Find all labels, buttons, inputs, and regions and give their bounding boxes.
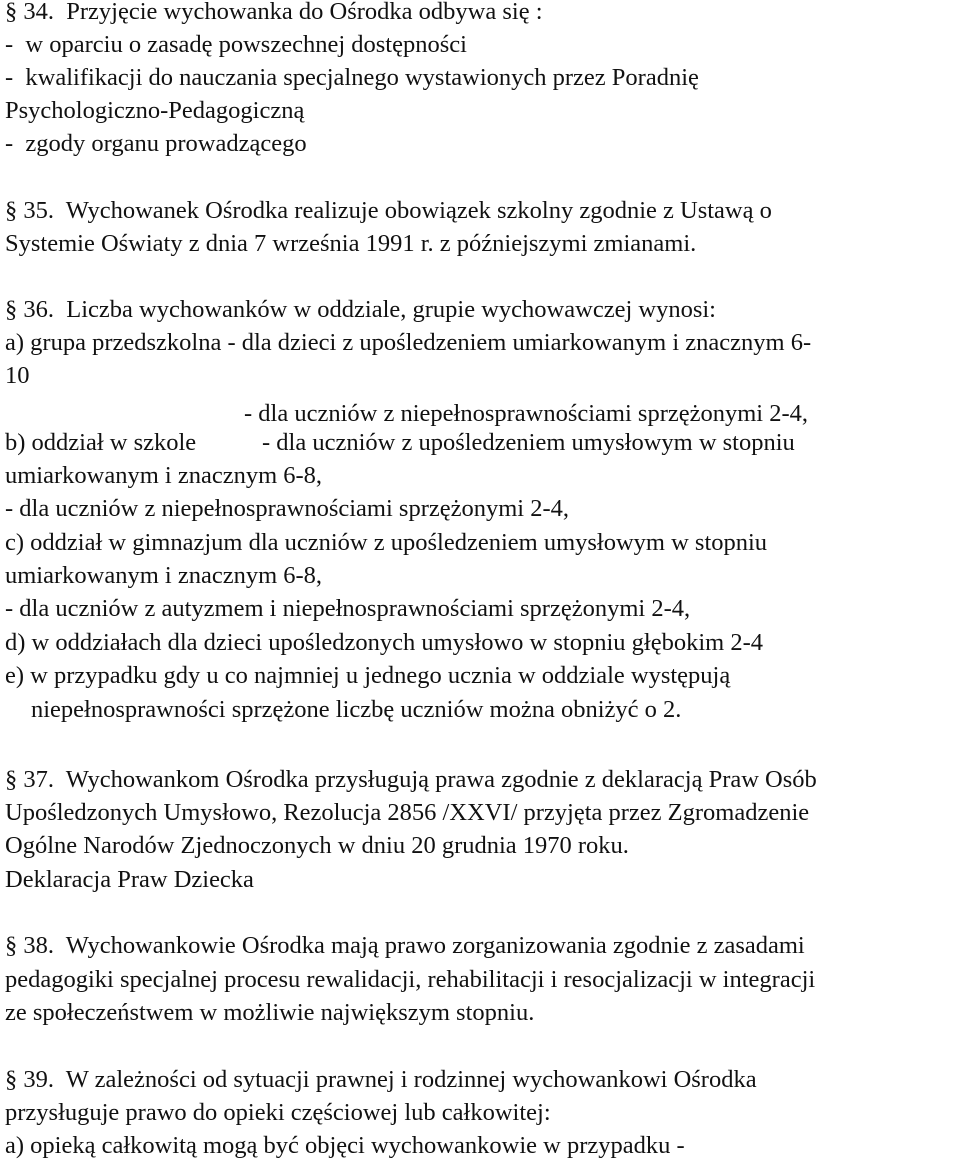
paragraph-37-line-3: Ogólne Narodów Zjednoczonych w dniu 20 grudnia 1970 roku. — [5, 832, 629, 859]
paragraph-37-line-4: Deklaracja Praw Dziecka — [5, 866, 254, 893]
paragraph-36-item-a-sub: - dla uczniów z niepełnosprawnościami sprzężonymi 2-4, — [244, 400, 809, 427]
paragraph-34-item-2: - kwalifikacji do nauczania specjalnego wystawionych przez Poradnię — [5, 64, 699, 91]
paragraph-36-item-b-label: b) oddział w szkole — [5, 429, 197, 456]
paragraph-38-line-2: pedagogiki specjalnej procesu rewalidacji, rehabilitacji i resocjalizacji w integracji — [5, 966, 816, 993]
paragraph-36-item-d: d) w oddziałach dla dzieci upośledzonych umysłowo w stopniu głębokim 2-4 — [5, 629, 763, 656]
paragraph-39-line-2: przysługuje prawo do opieki częściowej lub całkowitej: — [5, 1099, 551, 1126]
paragraph-36-item-c-sub: - dla uczniów z autyzmem i niepełnosprawnościami sprzężonymi 2-4, — [5, 595, 691, 622]
paragraph-34-item-1: - w oparciu o zasadę powszechnej dostępności — [5, 31, 467, 58]
paragraph-38-line-1: § 38. Wychowankowie Ośrodka mają prawo zorganizowania zgodnie z zasadami — [5, 932, 805, 959]
paragraph-38-line-3: ze społeczeństwem w możliwie największym stopniu. — [5, 999, 535, 1026]
paragraph-36-heading: § 36. Liczba wychowanków w oddziale, grupie wychowawczej wynosi: — [5, 296, 716, 323]
paragraph-39-line-1: § 39. W zależności od sytuacji prawnej i rodzinnej wychowankowi Ośrodka — [5, 1066, 757, 1093]
paragraph-37-line-1: § 37. Wychowankom Ośrodka przysługują prawa zgodnie z deklaracją Praw Osób — [5, 766, 817, 793]
paragraph-37-line-2: Upośledzonych Umysłowo, Rezolucja 2856 /XXVI/ przyjęta przez Zgromadzenie — [5, 799, 810, 826]
paragraph-35-line-1: § 35. Wychowanek Ośrodka realizuje obowiązek szkolny zgodnie z Ustawą o — [5, 197, 772, 224]
paragraph-35-line-2: Systemie Oświaty z dnia 7 września 1991 r. z późniejszymi zmianami. — [5, 230, 697, 257]
paragraph-34-item-3: - zgody organu prowadzącego — [5, 130, 307, 157]
paragraph-36-item-c: c) oddział w gimnazjum dla uczniów z upośledzeniem umysłowym w stopniu — [5, 529, 768, 556]
paragraph-36-item-e: e) w przypadku gdy u co najmniej u jednego ucznia w oddziale występują — [5, 662, 731, 689]
paragraph-39-line-3: a) opieką całkowitą mogą być objęci wychowankowie w przypadku - — [5, 1132, 685, 1159]
paragraph-34-heading: § 34. Przyjęcie wychowanka do Ośrodka odbywa się : — [5, 0, 543, 25]
paragraph-36-item-b-sub: - dla uczniów z niepełnosprawnościami sprzężonymi 2-4, — [5, 495, 570, 522]
paragraph-36-item-b-text: - dla uczniów z upośledzeniem umysłowym w stopniu — [262, 429, 795, 456]
paragraph-36-item-e-cont: niepełnosprawności sprzężone liczbę uczniów można obniżyć o 2. — [31, 696, 682, 723]
paragraph-36-item-a-cont: 10 — [5, 362, 30, 389]
paragraph-36-item-c-cont: umiarkowanym i znacznym 6-8, — [5, 562, 323, 589]
paragraph-34-item-2-cont: Psychologiczno-Pedagogiczną — [5, 97, 305, 124]
paragraph-36-item-b-cont: umiarkowanym i znacznym 6-8, — [5, 462, 323, 489]
paragraph-36-item-a: a) grupa przedszkolna - dla dzieci z upośledzeniem umiarkowanym i znacznym 6- — [5, 329, 812, 356]
